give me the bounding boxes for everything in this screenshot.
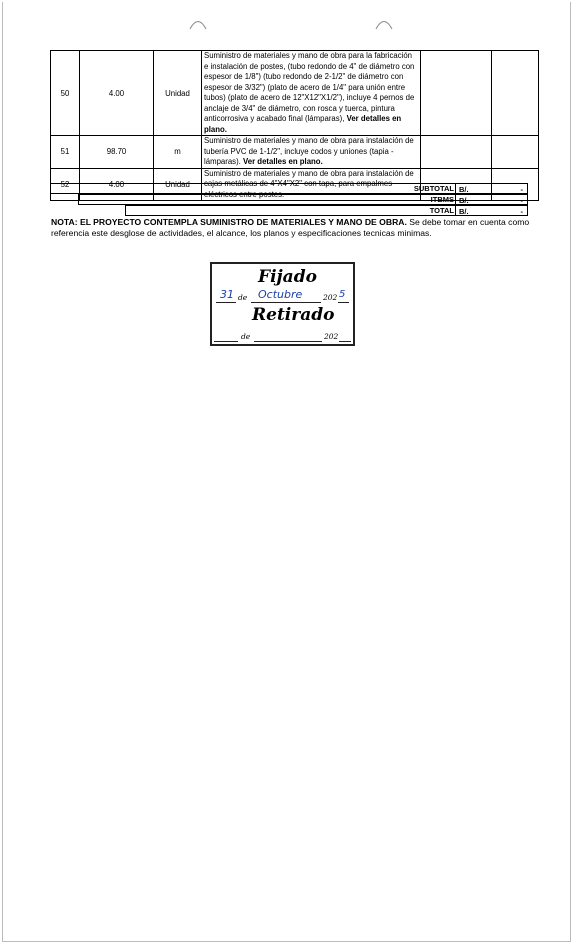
year-blank xyxy=(339,341,351,342)
note-text: Se debe tomar en cuenta como referencia este desglose de actividades, el alcance, los planos y especificaciones tecnicas minimas. xyxy=(51,217,530,238)
year-prefix: 202 xyxy=(324,332,339,341)
item-quantity: 4.00 xyxy=(80,51,154,136)
posting-stamp xyxy=(210,262,355,346)
item-number: 50 xyxy=(51,51,80,136)
year-blank xyxy=(338,302,349,303)
description-bold: Ver detalles en plano. xyxy=(204,114,402,134)
total-row xyxy=(50,205,528,216)
total-price-cell xyxy=(492,136,539,169)
subtotal-label: SUBTOTAL xyxy=(413,184,454,193)
subtotal-row xyxy=(50,183,528,194)
handwritten-month: Octubre xyxy=(258,288,303,301)
year-prefix: 202 xyxy=(323,293,338,302)
project-note xyxy=(51,217,531,239)
total-amount xyxy=(455,205,528,216)
item-quantity: 4.00 xyxy=(80,168,154,201)
description-bold: Ver detalles en plano. xyxy=(243,157,323,166)
amount-value: - xyxy=(520,196,523,205)
handwritten-day: 31 xyxy=(220,288,234,301)
item-unit: Unidad xyxy=(154,168,202,201)
item-quantity: 98.70 xyxy=(80,136,154,169)
stamp-title-fijado: Fijado xyxy=(258,267,317,287)
month-blank xyxy=(254,341,322,342)
amount-value: - xyxy=(520,185,523,194)
totals-bar xyxy=(125,205,455,216)
currency-symbol: B/. xyxy=(459,207,469,216)
totals-bar xyxy=(50,183,455,194)
day-blank xyxy=(214,341,238,342)
punch-hole-icon xyxy=(375,18,393,30)
item-description xyxy=(202,136,421,169)
amount-value: - xyxy=(520,207,523,216)
itbms-amount xyxy=(455,194,528,205)
item-number: 51 xyxy=(51,136,80,169)
fijado-date-line xyxy=(214,288,351,303)
currency-symbol: B/. xyxy=(459,196,469,205)
description-text: Suministro de materiales y mano de obra para instalación de tubería PVC de 1-1/2", incluye codos y uniones (tapia - lámparas). xyxy=(204,136,414,166)
note-bold: NOTA: EL PROYECTO CONTEMPLA SUMINISTRO DE MATERIALES Y MANO DE OBRA. xyxy=(51,217,407,227)
description-text: Suministro de materiales y mano de obra para instalación de cajas metálicas de 4"X4"X2" con tapa, para empalmes eléctricos entre postes. xyxy=(204,168,414,199)
unit-price-cell xyxy=(421,136,492,169)
retirado-date-line xyxy=(214,330,351,342)
handwritten-year: 5 xyxy=(339,289,346,300)
totals-bar xyxy=(78,194,455,205)
items-table xyxy=(50,50,539,201)
month-blank xyxy=(251,302,321,303)
stamp-title-retirado: Retirado xyxy=(252,305,335,325)
day-blank xyxy=(216,302,236,303)
item-description xyxy=(202,51,421,136)
total-label: TOTAL xyxy=(429,206,454,215)
item-number: 52 xyxy=(51,168,80,201)
total-price-cell xyxy=(492,51,539,136)
item-unit: Unidad xyxy=(154,51,202,136)
de-label: de xyxy=(238,293,248,302)
subtotal-amount xyxy=(455,183,528,194)
de-label: de xyxy=(241,332,251,341)
punch-hole-icon xyxy=(189,18,207,30)
table-row xyxy=(51,136,539,169)
description-text: Suministro de materiales y mano de obra para la fabricación e instalación de postes, (tubo redondo de 4" de diámetro con espesor de 1/8") (tubo redondo de 2-1/2" de diámetro con espesor de 3/32") (plato de acero de 1/4" para unión entre tubos) (plato de acero de 12"X12"X1/2"), incluye 4 pernos de anclaje de 3/4" de diámetro, con rosca y tuerca, pintura anticorrosiva y acabado final (lámparas), xyxy=(204,51,415,123)
itbms-label: ITBMS xyxy=(430,195,454,204)
currency-symbol: B/. xyxy=(459,185,469,194)
table-row xyxy=(51,51,539,136)
itbms-row xyxy=(50,194,528,205)
item-unit: m xyxy=(154,136,202,169)
unit-price-cell xyxy=(421,51,492,136)
